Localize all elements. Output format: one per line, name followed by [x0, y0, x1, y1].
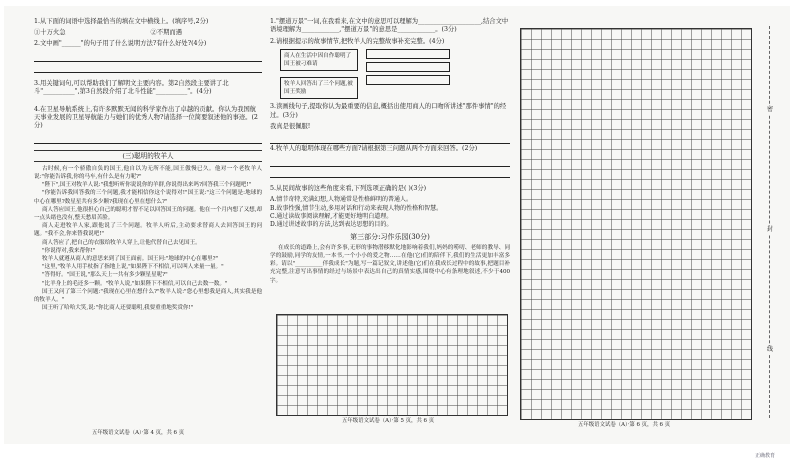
question-3: 3.读画线句子,提取你认为最重要的信息,概括出使用商人的口吻所讲述"那件事情"的经过。(3分) [270, 103, 507, 119]
question-1: 1.从下面的词语中选择最恰当的填在文中横线上。(填序号,2分) [34, 18, 209, 25]
story-map [280, 49, 510, 99]
question-1-options [34, 29, 262, 37]
answer-line[interactable] [270, 134, 510, 144]
story-map-box: 牧羊人回答出了三个问题,被国王奖励 [280, 77, 358, 99]
question-1: 1."摆道万景"一词,在我看来,在文中的意思可以理解为____________________,结合文中语境理解为____________,"摆道万景"的意思是____________。(3分) [270, 18, 509, 34]
fill-in-box[interactable] [366, 75, 450, 85]
story-map-blanks [366, 49, 450, 85]
part-3-title: 第三部分:习作乐园(30分) [350, 232, 430, 241]
page-footer: 五年级语文试卷（A）·第 5 页，共 6 页 [342, 418, 435, 424]
corner-stamp: 正确教育 [755, 453, 776, 459]
story-map-box: 商人在生活中因自作聪明了国王被刁难请 [280, 49, 358, 71]
story-paragraph: "比羊身上的毛还多一颗。"牧羊人说,"如果陛下不相信,可以自己去数一数。" [42, 280, 228, 287]
story-paragraph: "陛下",国王对牧羊人说:"我想听听你说说你的羊群,你说得出来吗?回答我三个问题吧!" [42, 182, 252, 189]
option-a: ①十万火急 [34, 29, 66, 37]
answer-line[interactable] [34, 52, 262, 62]
page-5-column [270, 18, 510, 285]
page-footer: 五年级语文试卷（A）·第 4 页，共 6 页 [92, 430, 185, 436]
story-paragraph: "这里,"牧羊人用手杖指了指地上说,"如果陛下不相信,可以叫人来量一量。" [42, 264, 224, 271]
option-b: ②不期而遇 [150, 29, 182, 37]
seal-label: 线 [767, 346, 774, 353]
story-paragraph: 国王听了哈哈大笑,说:"你比商人还要聪明,我要重重地奖赏你!" [42, 305, 194, 312]
story-paragraph: 牧羊人就遵从商人的意思来到了国王面前。国王问:"地球的中心在哪里?" [42, 256, 219, 263]
option: B.故事性强,情节生动,多用对话和行动来表现人物的性格和智慧。 [270, 204, 443, 212]
story-paragraph: 商人走进牧羊人家,跟他说了三个问题。牧羊人听后,主动要求替商人去回答国王的问题。"我不会,你来替我说吧!" [34, 223, 262, 238]
story-paragraph: "你能告诉我回答我的三个问题,我才能相信你这个说得对!"国王说:"这三个问题是:地球的中心在哪里?数星星共有多少颗?我现在心里在想什么?" [34, 190, 262, 205]
question-4: 4.牧羊人的聪明体现在哪些方面?请根据第三问题从两个方面来回答。(2分) [270, 145, 478, 153]
seal-line [769, 26, 780, 418]
answer-line[interactable] [270, 168, 510, 178]
story-paragraph: "答得好。"国王说,"那么天上一共有多少颗星星呢?" [42, 272, 168, 279]
seal-label: 密 [767, 106, 774, 113]
page-4-column [34, 18, 262, 313]
story-paragraph: 商人答应国王,他很担心自己的聪明才智不足以回答国王的问题。他在一个月内想了又想,却一点头绪也没有,整天愁眉苦脸。 [34, 206, 262, 222]
answer-line[interactable] [34, 63, 262, 73]
story-paragraph: "你说得对,我来帮你!" [42, 247, 96, 254]
option: A.情节奇特,充满幻想,人物通常是性格鲜明的普通人。 [270, 196, 413, 204]
fill-in-box[interactable] [366, 62, 450, 72]
essay-prompt: 在成长的道路上,会有许多事,无形的事物潜移默化地影响着我们,妈妈的唠叨、老师的教导、同学的鼓励,同学的友情,一本书,一个小小的爱之物……在他(它)们的陪伴下,我们的生活更加丰富多彩。请以"__________伴我成长"为题,写一篇记叙文,讲述他(它)们在我成长过程中的故事,把题目补充完整,注意写出事情的经过与场景中表达出自己的真情实感,围绕中心有条理地叙述,不少于400字。 [270, 244, 510, 284]
fill-in-box[interactable] [366, 49, 450, 59]
question-2: 2.文中画"______"的句子用了什么说明方法?有什么好处?(4分) [34, 40, 207, 48]
story-paragraph: 商人答应了,把自己的衣服给牧羊人穿上,让他代替自己去见国王。 [42, 239, 201, 246]
section-title: (三)聪明的牧羊人 [34, 150, 262, 162]
seal-label: 封 [767, 226, 774, 233]
answer-line[interactable] [34, 134, 262, 144]
option: D.通过讲述故事的方法,达到表达思想的目的。 [270, 221, 393, 229]
story-paragraph: 古时候,有一个骄傲自负的国王,他自以为无所不能,国王傲慢已久。他对一个老牧羊人说:"你能告诉我,你的马车,有什么是有力呢?" [34, 165, 262, 181]
exam-sheet [4, 6, 790, 444]
story-paragraph: 国王又问了第三个问题:"我现在心里在想什么?"牧羊人说:"您心里想我是商人,其实我是他的牧羊人。" [34, 288, 262, 304]
question-4: 4.在卫星导航系统上,有许多默默无闻的科学家作出了卓越的贡献。你认为我国航天事业发展的卫星导航能力与她们的优秀人物?请选择一位简要叙述他的事迹。(2分) [34, 105, 258, 130]
page-footer: 五年级语文试卷（A）·第 6 页，共 6 页 [578, 422, 671, 428]
question-3-tail: 我真是很佩服! [270, 123, 311, 131]
question-5: 5.从民间故事的这些角度来看,下列选项正确的是( )(3分) [270, 184, 427, 192]
option: C.通过读故事阅读理解,才能更好地明白道理。 [270, 213, 393, 221]
question-2: 2.请根据提示的故事情节,把牧羊人的完整故事补充完整。(4分) [270, 37, 445, 45]
essay-grid[interactable] [276, 314, 508, 416]
answer-line[interactable] [270, 157, 510, 167]
question-3: 3.用关键词句,可以帮助我们了解明文主要内容。第2自然段主要讲了北斗"__________",第3自然段介绍了北斗性能"__________"。(4分) [34, 79, 229, 96]
essay-grid[interactable] [520, 28, 752, 420]
